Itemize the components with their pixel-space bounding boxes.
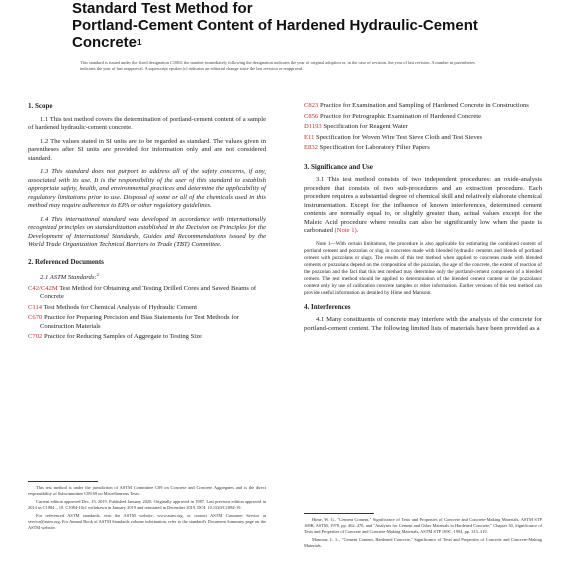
- title-footnote-mark: 1: [137, 38, 142, 47]
- section-scope-heading: 1. Scope: [28, 102, 53, 110]
- paragraph-1-4: 1.4 This international standard was developed in accordance with internationally recognized principles on standardization established in the Decision on Principles for the Development of International Standards, Guides and Recommendations issued by the World Trade Organization Technical Barriers to Trade (TBT) Committee.: [28, 215, 266, 248]
- title-line-3-text: Concrete: [72, 34, 138, 51]
- footnote-divider: [304, 513, 374, 514]
- ref-link-e11[interactable]: E11: [304, 133, 315, 141]
- footnote-current-edition: Current edition approved Dec. 15, 2019. Published January 2020. Originally approved in 1987. Last previous edition approved in 2014 as C1084 – 10. C1084-10ε1 withdrawn in January 2019 and reinstated in December 2019. DOI: 10.1520/C1084-19.: [28, 499, 266, 510]
- note-1-link[interactable]: (Note 1).: [332, 227, 359, 234]
- paragraph-1-2: 1.2 The values stated in SI units are to be regarded as standard. The values given in parentheses after SI units are provided for information only and are not considered standard.: [28, 137, 266, 162]
- ref-item: [28, 333, 266, 342]
- paragraph-3-1-text: 3.1 This test method consists of two independent procedures: an oxide-analysis procedure that consists of two sub-procedures and an extraction procedure. Each procedure requires a substantial degree of chemical skill and relatively elaborate chemical instrumentation. Except for the influence of known interferences, determined cement contents are normally equal to, or slightly greater than, actual values except for the Maleic Acid procedure where results can also be significantly low when the paste is carbonated: [304, 176, 542, 234]
- footnotes-right: [304, 510, 542, 551]
- paragraph-1-3: 1.3 This standard does not purport to address all of the safety concerns, if any, associated with its use. It is the responsibility of the user of this standard to establish appropriate safety, health, and environmental practices and determine the applicability of regulatory limitations prior to use. Disposal of some or all of the chemicals used in this method may require adherence to EPA or other regulatory guidelines.: [28, 168, 266, 209]
- paragraph-3-1: [304, 176, 542, 236]
- footnote-divider: [28, 481, 98, 482]
- ref-link-c856[interactable]: C856: [304, 112, 319, 120]
- ref-link-c823[interactable]: C823: [304, 102, 319, 109]
- title-line-2: Portland-Cement Content of Hardened Hydraulic-Cement: [72, 17, 478, 34]
- ref-text: Practice for Petrographic Examination of Hardened Concrete: [318, 112, 482, 120]
- note-1: Note 1—With certain limitations, the procedure is also applicable for estimating the combined content of portland cement and pozzolan or slag in concretes made with blended hydraulic cements and blends of portland cement with pozzolans or slags. The results of this test method when applied to concretes made with blended cements or pozzolans depend on the composition of the pozzolan, the age of the concrete, the extent of reaction of the pozzolan and the fact that this test method may determine only the portland-cement component of a blended cement. The test method should be applied to determination of the blended cement content or the pozzolanic content only by use of calibration concrete samples or other information. Earlier versions of this test method can provide useful information as detailed by Hime and Mansour.: [304, 240, 542, 296]
- footnote-2: For referenced ASTM standards, visit the ASTM website, www.astm.org, or contact ASTM Customer Service at service@astm.org. For Annual Book of ASTM Standards volume information, refer to the standard's Document Summary page on the ASTM website.: [28, 513, 266, 530]
- ref-item: [28, 285, 266, 302]
- ref-link-c702[interactable]: C702: [28, 333, 43, 341]
- ref-link-d1193[interactable]: D1193: [304, 123, 322, 130]
- ref-text: Specification for Woven Wire Test Sieve Cloth and Test Sieves: [314, 133, 483, 141]
- ref-item: [304, 144, 542, 153]
- ref-text: Practice for Reducing Samples of Aggregate to Testing Size: [42, 333, 202, 341]
- ref-link-c670[interactable]: C670: [28, 314, 43, 322]
- footnote-4: Mansour, L. L., "Cement Content, Hardened Concrete," Significance of Tests and Properties of Concrete and Concrete-Making Materials.: [304, 537, 542, 548]
- ref-link-e832[interactable]: E832: [304, 144, 318, 151]
- ref-text: Practice for Examination and Sampling of Hardened Concrete in Constructions: [318, 102, 529, 109]
- ref-item: [304, 113, 542, 122]
- ref-text: Test Methods for Chemical Analysis of Hydraulic Cement: [42, 303, 198, 311]
- ref-item: [304, 134, 542, 143]
- footnote-1: This test method is under the jurisdiction of ASTM Committee C09 on Concrete and Concrete Aggregates and is the direct responsibility of Subcommittee C09.69 on Miscellaneous Tests.: [28, 485, 266, 496]
- section-interferences-heading: 4. Interferences: [304, 302, 351, 311]
- document-title: [72, 0, 502, 51]
- ref-link-c114[interactable]: C114: [28, 303, 43, 311]
- astm-standards-mark: 2: [96, 272, 99, 277]
- ref-item: [304, 102, 542, 111]
- title-line-3: [72, 34, 502, 51]
- ref-text: Specification for Reagent Water: [321, 123, 408, 130]
- ref-text: Specification for Laboratory Filter Papers: [317, 144, 430, 151]
- astm-standards-label: 2.1 ASTM Standards:: [40, 274, 97, 282]
- ref-text: Practice for Preparing Precision and Bias Statements for Test Methods for Construction Materials: [40, 314, 239, 330]
- issuance-notice: This standard is issued under the fixed designation C1084; the number immediately following the designation indicates the year of original adoption or, in the case of revision, the year of last revision. A number in parentheses indicates the year of last reapproval. A superscript epsilon (ε) indicates an editorial change since the last revision or reapproval.: [80, 60, 475, 71]
- footnote-3: Hime, W. G., "Cement Content," Significance of Tests and Properties of Concrete and Concrete-Making Materials, ASTM STP 169B, ASTM, 1978, pp. 462–470, and "Analyses for Cement and Other Materials in Hardened Concrete," Chapter 30, Significance of Tests and Properties of Concrete and Concrete-Making Materials, ASTM STP 169C, 1994, pp. 315–319.: [304, 517, 542, 534]
- astm-standards-subheading: [28, 271, 266, 283]
- ref-item: [28, 314, 266, 331]
- right-column: [304, 102, 542, 338]
- paragraph-1-1: 1.1 This test method covers the determination of portland-cement content of a sample of hardened hydraulic-cement concrete.: [28, 115, 266, 131]
- left-column: [28, 102, 266, 344]
- paragraph-4-1: 4.1 Many constituents of concrete may interfere with the analysis of the concrete for portland-cement content. The following limited lists of materials have been provided as a: [304, 316, 542, 332]
- ref-item: [28, 304, 266, 313]
- ref-link-c42[interactable]: C42/C42M: [28, 284, 58, 292]
- section-referenced-heading: 2. Referenced Documents: [28, 257, 104, 266]
- footnotes-left: [28, 478, 266, 533]
- ref-text: Test Method for Obtaining and Testing Drilled Cores and Sawed Beams of Concrete: [40, 284, 257, 301]
- section-significance-heading: 3. Significance and Use: [304, 162, 373, 171]
- title-line-1: Standard Test Method for: [72, 0, 253, 17]
- ref-item: [304, 123, 542, 132]
